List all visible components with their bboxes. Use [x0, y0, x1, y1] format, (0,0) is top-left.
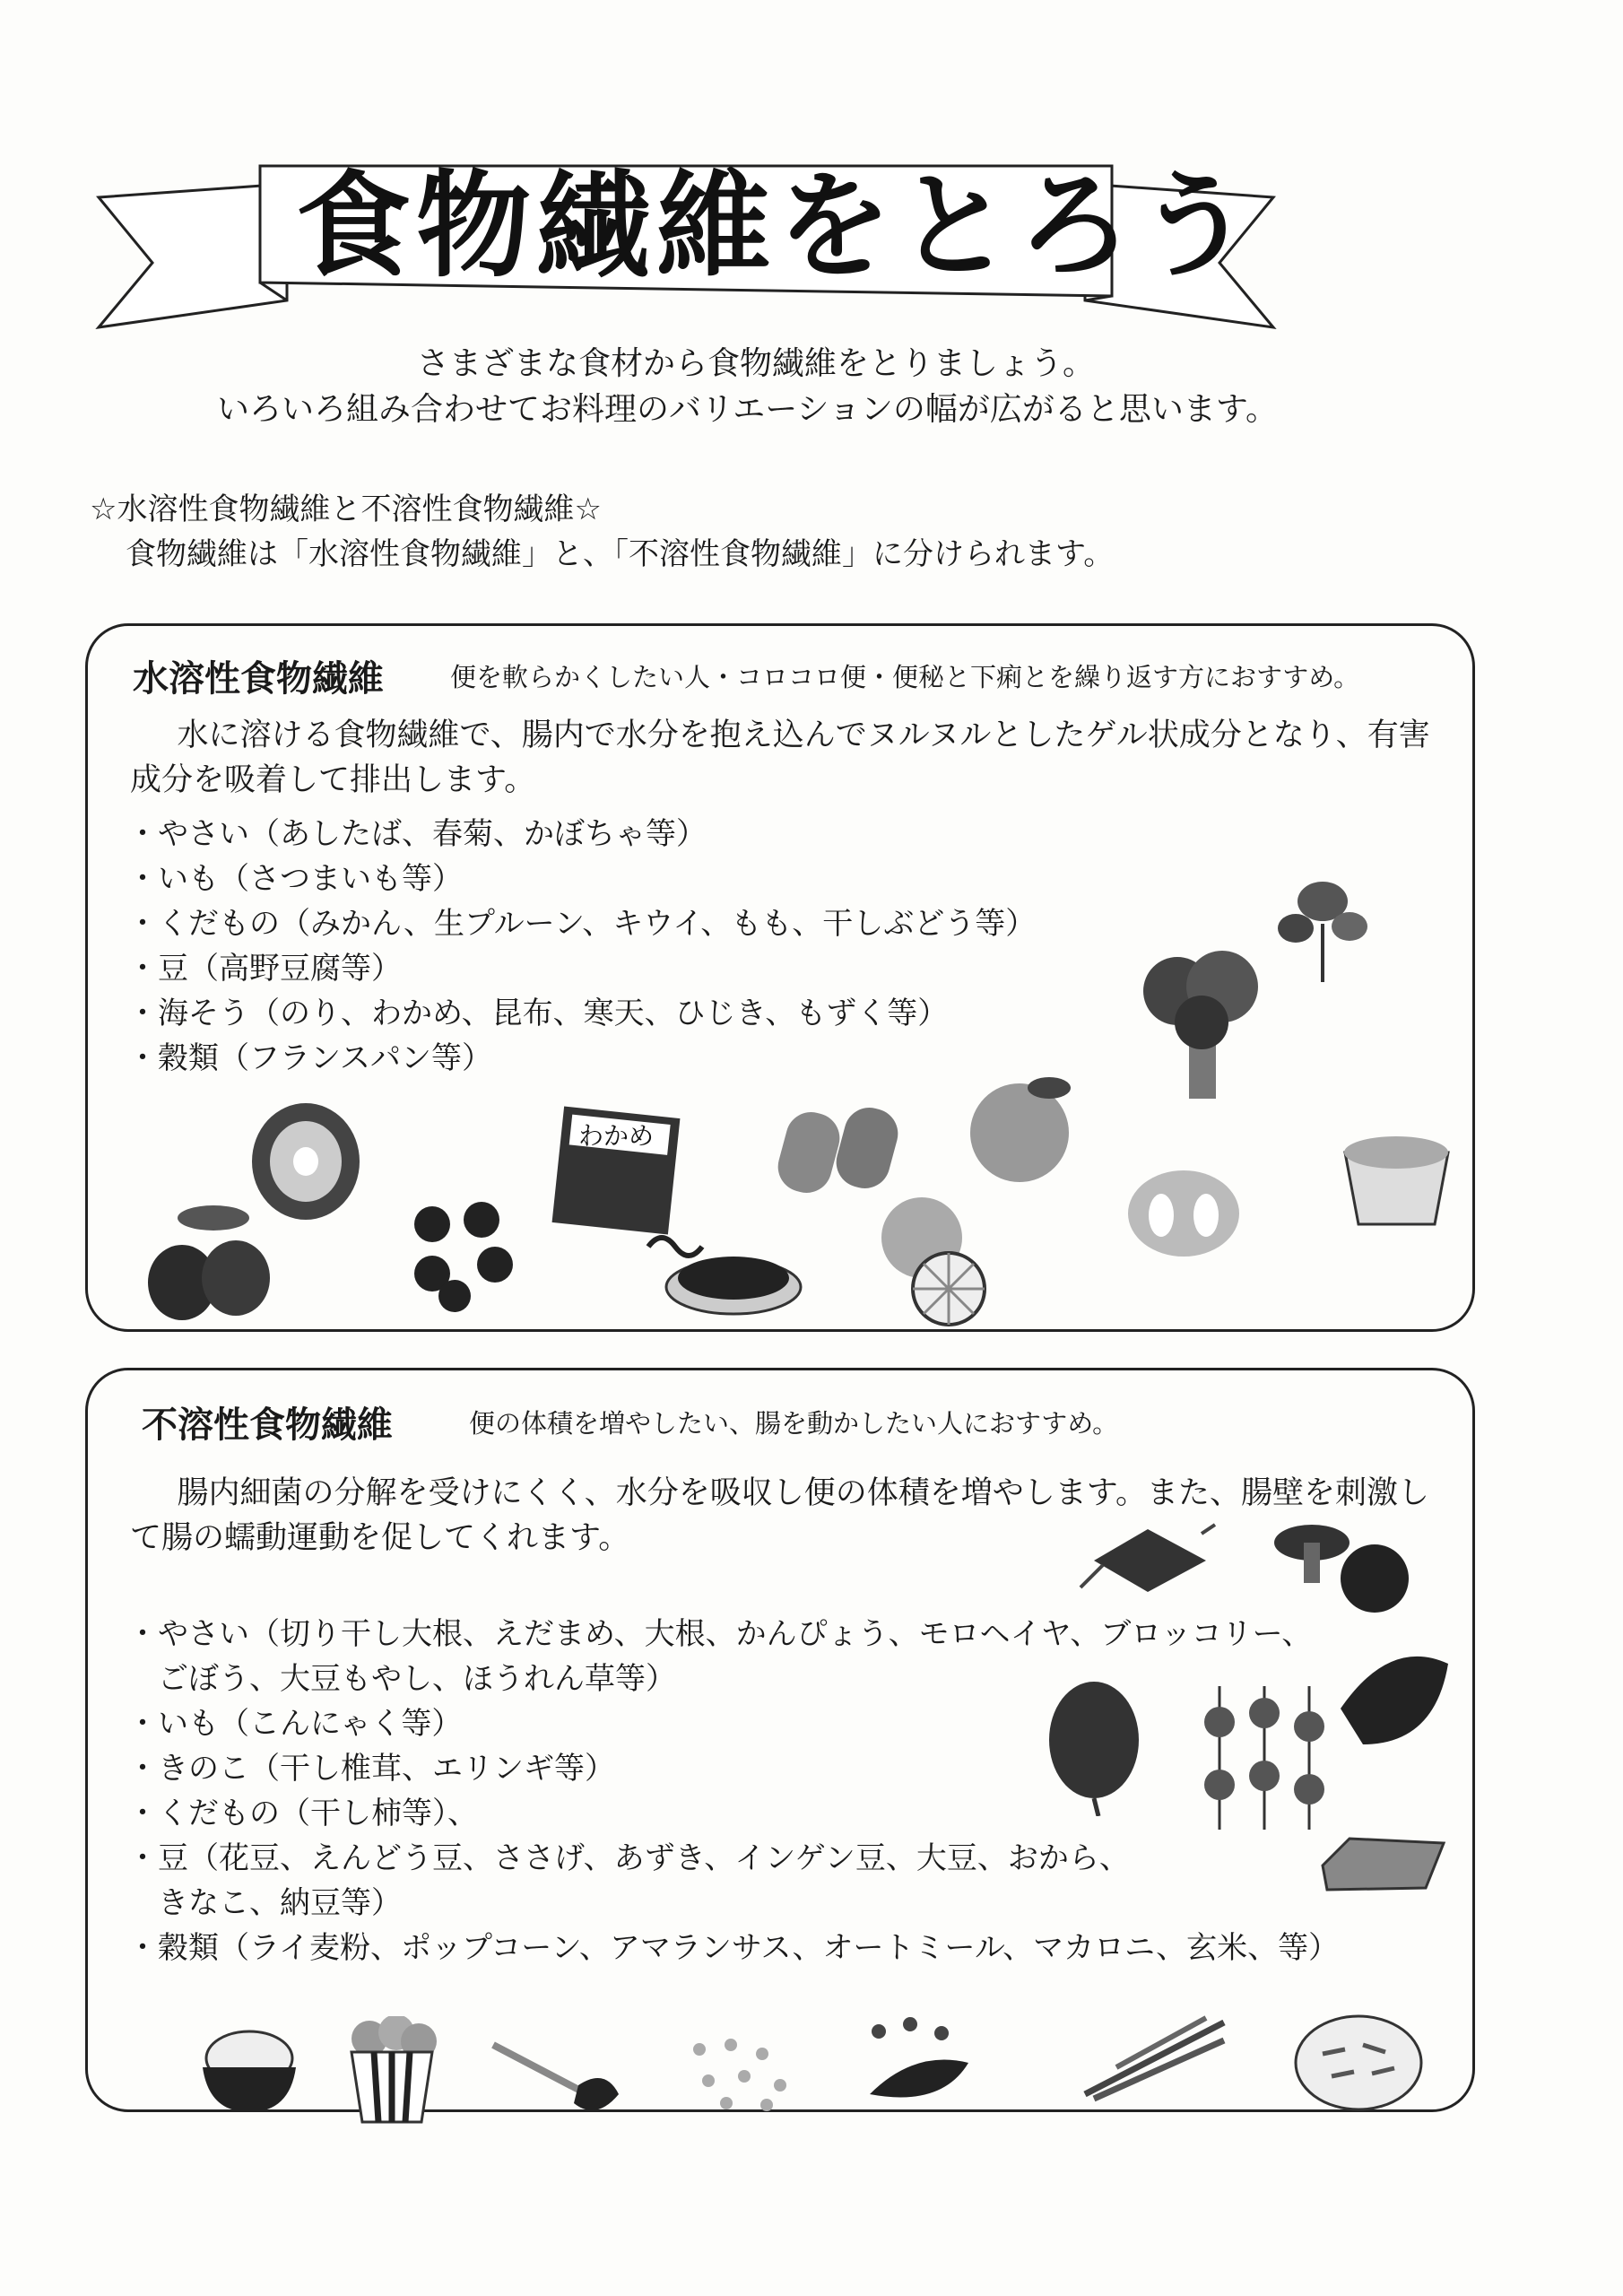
raisin-icon [405, 1197, 531, 1314]
intro-line-1: さまざまな食材から食物繊維をとりましょう。 [417, 345, 1096, 382]
persimmon-icon [1197, 1686, 1332, 1830]
list-item: きなこ、納豆等） [127, 1885, 402, 1921]
leaf-icon [1273, 874, 1372, 987]
soluble-title: 水溶性食物繊維 [133, 658, 384, 700]
natto-icon [1076, 1516, 1219, 1605]
green-bean-icon [1081, 2013, 1228, 2103]
insoluble-description: 腸内細菌の分解を受けにくく、水分を吸収し便の体積を増やします。また、腸壁を刺激して腸の蠕動運動を促してくれます。 [130, 1475, 1430, 1556]
list-item: ごぼう、大豆もやし、ほうれん草等） [127, 1661, 676, 1697]
list-item: ・きのこ（干し椎茸、エリンギ等） [127, 1751, 615, 1787]
popcorn-icon [343, 2016, 441, 2124]
shiitake-icon [1271, 1520, 1415, 1619]
plum-icon [142, 1202, 276, 1327]
list-item: ・穀類（フランスパン等） [127, 1040, 492, 1076]
intro-line-2: いろいろ組み合わせてお料理のバリエーションの幅が広がると思います。 [217, 391, 1278, 428]
baguette-icon [773, 1094, 907, 1197]
section-text: 食物繊維は「水溶性食物繊維」と、「不溶性食物繊維」に分けられます。 [126, 536, 1115, 572]
okara-icon [1291, 2009, 1426, 2112]
peach-icon [964, 1072, 1081, 1184]
broccoli-icon [1137, 946, 1267, 1099]
list-item: ・いも（こんにゃく等） [127, 1706, 463, 1742]
wakame-pack-icon [549, 1103, 683, 1238]
edamame-icon [861, 2013, 973, 2112]
page-title: 食物繊維をとろう [296, 160, 1258, 293]
pumpkin-icon [1125, 1161, 1242, 1260]
insoluble-food-list [127, 1612, 1339, 1970]
wakame-label: わかめ [577, 1121, 655, 1151]
leaf-vegetable-icon [1336, 1646, 1453, 1753]
list-item: ・くだもの（干し柿等）、 [127, 1796, 478, 1831]
soluble-food-list [127, 812, 1036, 1081]
soybean-icon [681, 2031, 798, 2112]
pudding-icon [1336, 1126, 1457, 1229]
list-item: ・やさい（あしたば、春菊、かぼちゃ等） [127, 816, 707, 852]
konnyaku-icon [1314, 1834, 1448, 1897]
list-item: ・穀類（ライ麦粉、ポップコーン、アマランサス、オートミール、マカロニ、玄米、等） [127, 1930, 1340, 1966]
list-item: ・いも（さつまいも等） [127, 861, 463, 897]
list-item: ・豆（花豆、えんどう豆、ささげ、あずき、インゲン豆、大豆、おから、 [127, 1840, 1130, 1876]
list-item: ・やさい（切り干し大根、えだまめ、大根、かんぴょう、モロヘイヤ、ブロッコリー、 [127, 1616, 1313, 1652]
list-item: ・くだもの（みかん、生プルーン、キウイ、もも、干しぶどう等） [127, 906, 1037, 942]
hijiki-icon [644, 1220, 805, 1318]
insoluble-subtitle: 便の体積を増やしたい、腸を動かしたい人におすすめ。 [469, 1408, 1119, 1439]
insoluble-title: 不溶性食物繊維 [142, 1405, 393, 1446]
spinach-icon [1045, 1677, 1143, 1816]
soluble-description: 水に溶ける食物繊維で、腸内で水分を抱え込んでヌルヌルとしたゲル状成分となり、有害成分を吸着して排出します。 [130, 718, 1430, 798]
rice-bowl-icon [195, 2027, 303, 2117]
list-item: ・海そう（のり、わかめ、昆布、寒天、ひじき、もずく等） [127, 996, 949, 1031]
gobo-icon [489, 2031, 623, 2121]
section-heading: ☆水溶性食物繊維と不溶性食物繊維☆ [90, 491, 602, 527]
list-item: ・豆（高野豆腐等） [127, 951, 402, 987]
mikan-icon [879, 1188, 995, 1327]
soluble-subtitle: 便を軟らかくしたい人・コロコロ便・便秘と下痢とを繰り返す方におすすめ。 [450, 662, 1360, 692]
